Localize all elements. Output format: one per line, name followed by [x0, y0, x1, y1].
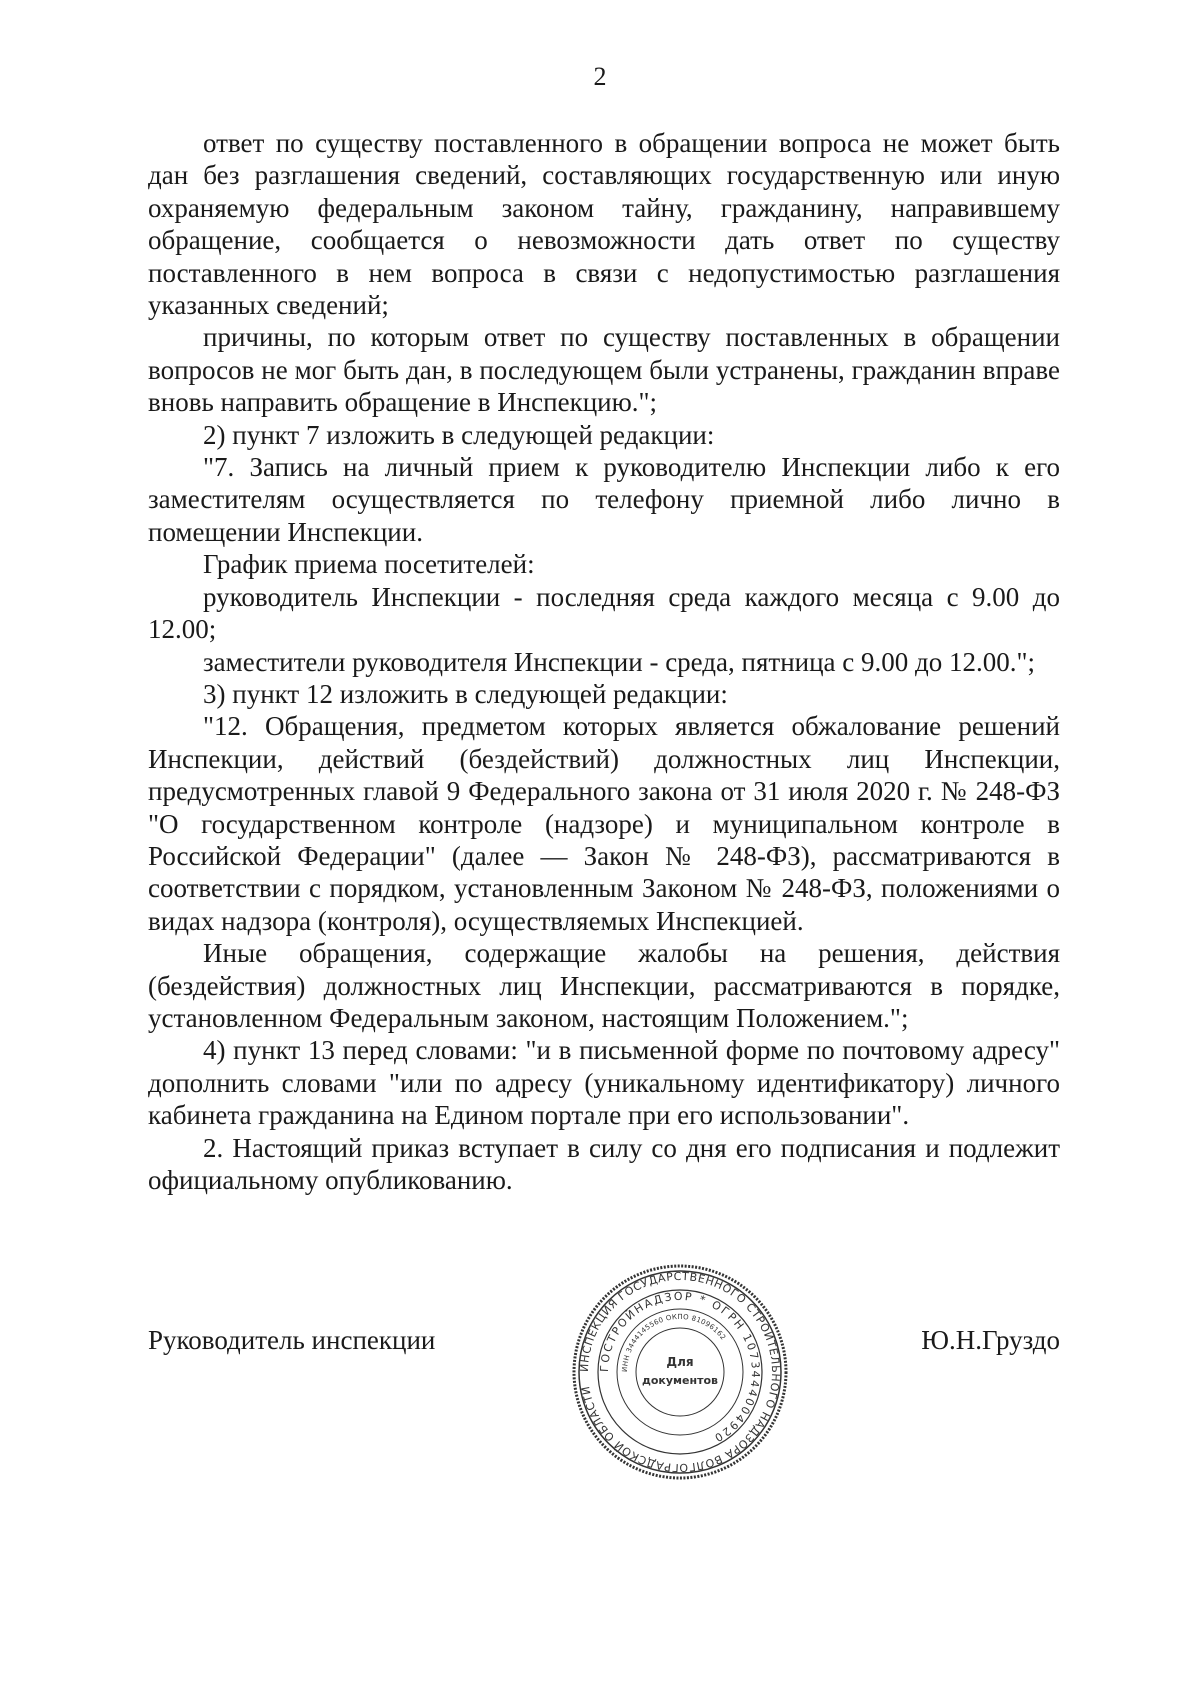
official-seal-stamp	[570, 1262, 790, 1482]
page-number: 2	[593, 62, 607, 91]
paragraph: заместители руководителя Инспекции - среда, пятница с 9.00 до 12.00.";	[203, 646, 1036, 677]
seal-middle-text: ГОСТРОЙНАДЗОР * ОГРН 1073444004920	[597, 1289, 763, 1446]
paragraph: руководитель Инспекции - последняя среда каждого месяца с 9.00 до 12.00;	[148, 581, 1060, 645]
seal-outer-text: ИНСПЕКЦИЯ ГОСУДАРСТВЕННОГО СТРОИТЕЛЬНОГО НАДЗОРА ВОЛГОГРАДСКОЙ ОБЛАСТИ	[577, 1269, 783, 1475]
paragraph: ответ по существу поставленного в обращении вопроса не может быть дан без разглашения сведений, составляющих государственную или иную охраняемую федеральным законом тайну, гражданину, направившему обращение, сообщается о невозможности дать ответ по существу поставленного в нем вопроса в связи с недопустимостью разглашения указанных сведений;	[148, 128, 1060, 321]
signer-name: Ю.Н.Груздо	[921, 1325, 1060, 1355]
signer-title: Руководитель инспекции	[148, 1325, 436, 1355]
paragraph: 3) пункт 12 изложить в следующей редакции:	[203, 678, 728, 709]
paragraph: График приема посетителей:	[203, 549, 535, 580]
paragraph: "12. Обращения, предметом которых является обжалование решений Инспекции, действий (бездействий) должностных лиц Инспекции, предусмотренных главой 9 Федерального закона от 31 июля 2020 г. № 248-ФЗ "О государственном контроле (надзоре) и муниципальном контроле в Российской Федерации" (далее — Закон № 248-ФЗ), рассматриваются в соответствии с порядком, установленным Законом № 248-ФЗ, положениями о видах надзора (контроля), осуществляемых Инспекцией.	[148, 711, 1060, 936]
paragraph: 4) пункт 13 перед словами: "и в письменной форме по почтовому адресу" дополнить словами "или по адресу (уникальному идентификатору) личного кабинета гражданина на Едином портале при его использовании".	[148, 1035, 1060, 1131]
seal-center-line-1: Для	[666, 1355, 694, 1369]
document-body	[148, 127, 1060, 1196]
paragraph: "7. Запись на личный прием к руководителю Инспекции либо к его заместителям осуществляется по телефону приемной либо лично в помещении Инспекции.	[148, 452, 1060, 547]
paragraph: 2) пункт 7 изложить в следующей редакции:	[203, 419, 715, 450]
seal-inner-text: ИНН 3444145560 ОКПО 81096162	[620, 1312, 728, 1373]
paragraph: 2. Настоящий приказ вступает в силу со дня его подписания и подлежит официальному опубликованию.	[148, 1132, 1060, 1195]
seal-center-line-2: документов	[641, 1374, 719, 1387]
paragraph: причины, по которым ответ по существу поставленных в обращении вопросов не мог быть дан, в последующем были устранены, гражданин вправе вновь направить обращение в Инспекцию.";	[148, 322, 1060, 418]
paragraph: Иные обращения, содержащие жалобы на решения, действия (бездействия) должностных лиц Инспекции, рассматриваются в порядке, установленном Федеральным законом, настоящим Положением.";	[148, 938, 1060, 1033]
